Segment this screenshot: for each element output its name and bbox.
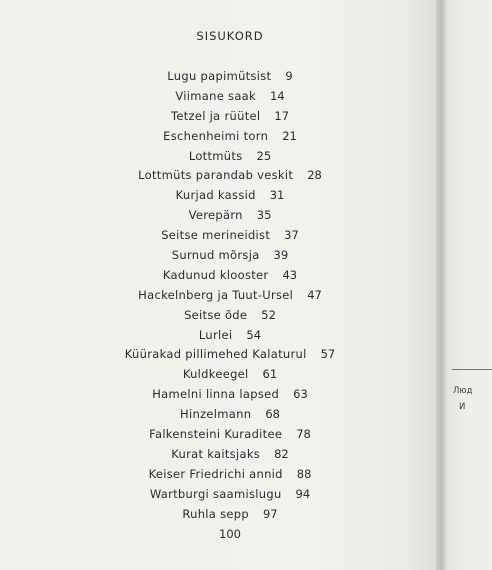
toc-entry-title: Kadunud klooster bbox=[162, 267, 269, 282]
toc-entry bbox=[0, 425, 460, 445]
toc-entry-title: Seitse merineidist bbox=[161, 228, 271, 243]
toc-entry-page: 17 bbox=[274, 108, 290, 123]
toc-entry bbox=[0, 127, 460, 147]
red-rule bbox=[452, 369, 492, 370]
toc-entry-page: 57 bbox=[320, 347, 336, 362]
toc-entry-page: 88 bbox=[296, 466, 312, 481]
toc-entry-page: 54 bbox=[246, 327, 262, 342]
toc-entry-page: 82 bbox=[274, 446, 289, 461]
toc-entry-page: 78 bbox=[296, 427, 311, 442]
toc-entry-page: 47 bbox=[307, 287, 322, 302]
toc-entry-page: 37 bbox=[284, 228, 299, 243]
toc-entry bbox=[0, 186, 460, 206]
right-page bbox=[446, 0, 492, 570]
toc-entry bbox=[0, 246, 460, 266]
toc-entry-title: Ruhla sepp bbox=[182, 506, 249, 521]
toc-entry-title: Kurjad kassid bbox=[175, 188, 256, 203]
toc-entry-title: Surnud mõrsja bbox=[171, 248, 260, 263]
toc-entry bbox=[0, 485, 460, 505]
book-gutter bbox=[436, 0, 446, 570]
toc-entry bbox=[0, 107, 460, 127]
toc-entry bbox=[0, 405, 460, 425]
toc-entry-title: Verepärn bbox=[188, 208, 243, 223]
toc-entry-title: Eschenheimi torn bbox=[163, 128, 269, 143]
toc-entry bbox=[0, 385, 460, 405]
toc-entry-page: 63 bbox=[293, 387, 308, 402]
toc-entry-page: 35 bbox=[256, 208, 272, 223]
toc-entry-title: Kuldkeegel bbox=[182, 367, 249, 382]
toc-entry-page: 31 bbox=[269, 188, 285, 203]
toc-entry-page: 14 bbox=[269, 88, 285, 103]
toc-entry-page: 94 bbox=[295, 486, 311, 501]
toc-entry-title: Seitse õde bbox=[184, 307, 248, 322]
toc-entry bbox=[0, 345, 460, 365]
toc-entry-page: 52 bbox=[261, 307, 276, 322]
toc-entry-title: Lottmüts bbox=[188, 148, 243, 163]
toc-entry bbox=[0, 87, 460, 107]
toc-entry-page: 97 bbox=[262, 506, 278, 521]
toc-entry bbox=[0, 326, 460, 346]
page-number: 100 bbox=[219, 527, 241, 541]
toc-entry-title: Viimane saak bbox=[175, 88, 256, 103]
toc-heading: SISUKORD bbox=[196, 29, 264, 43]
toc-entry-page: 21 bbox=[282, 128, 297, 143]
toc-entry-page: 68 bbox=[265, 407, 280, 422]
toc-entry-page: 39 bbox=[273, 248, 289, 263]
toc-entry-title: Falkensteini Kuraditee bbox=[149, 427, 283, 442]
toc-entry bbox=[0, 226, 460, 246]
toc-entry-page: 61 bbox=[262, 367, 278, 382]
toc-entry-title: Lurlei bbox=[198, 327, 233, 342]
toc-entry-page: 25 bbox=[256, 148, 272, 163]
toc-entry bbox=[0, 286, 460, 306]
toc-entry bbox=[0, 166, 460, 186]
toc-entry bbox=[0, 306, 460, 326]
toc-entry bbox=[0, 206, 460, 226]
toc-entry-title: Hackelnberg ja Tuut-Ursel bbox=[138, 287, 294, 302]
toc-list bbox=[0, 67, 460, 524]
toc-entry-title: Tetzel ja rüütel bbox=[170, 108, 261, 123]
toc-entry-title: Kurat kaitsjaks bbox=[171, 446, 261, 461]
toc-entry bbox=[0, 465, 460, 485]
toc-entry bbox=[0, 266, 460, 286]
toc-entry bbox=[0, 505, 460, 525]
toc-entry bbox=[0, 445, 460, 465]
toc-entry-page: 43 bbox=[282, 267, 298, 282]
toc-entry-page: 28 bbox=[307, 168, 322, 183]
toc-entry bbox=[0, 67, 460, 87]
toc-entry-title: Küürakad pillimehed Kalaturul bbox=[124, 347, 307, 362]
right-page-fragment-1: Люд bbox=[453, 386, 473, 396]
toc-entry-title: Hamelni linna lapsed bbox=[152, 387, 280, 402]
toc-entry bbox=[0, 147, 460, 167]
toc-entry-page: 9 bbox=[285, 69, 293, 83]
toc-entry-title: Lugu papimütsist bbox=[167, 69, 272, 83]
toc-entry-title: Keiser Friedrichi annid bbox=[148, 466, 283, 481]
right-page-fragment-2: И bbox=[459, 402, 466, 412]
toc-entry-title: Lottmüts parandab veskit bbox=[138, 168, 294, 183]
toc-entry-title: Wartburgi saamislugu bbox=[149, 486, 282, 501]
toc-entry bbox=[0, 365, 460, 385]
toc-entry-title: Hinzelmann bbox=[180, 407, 252, 422]
